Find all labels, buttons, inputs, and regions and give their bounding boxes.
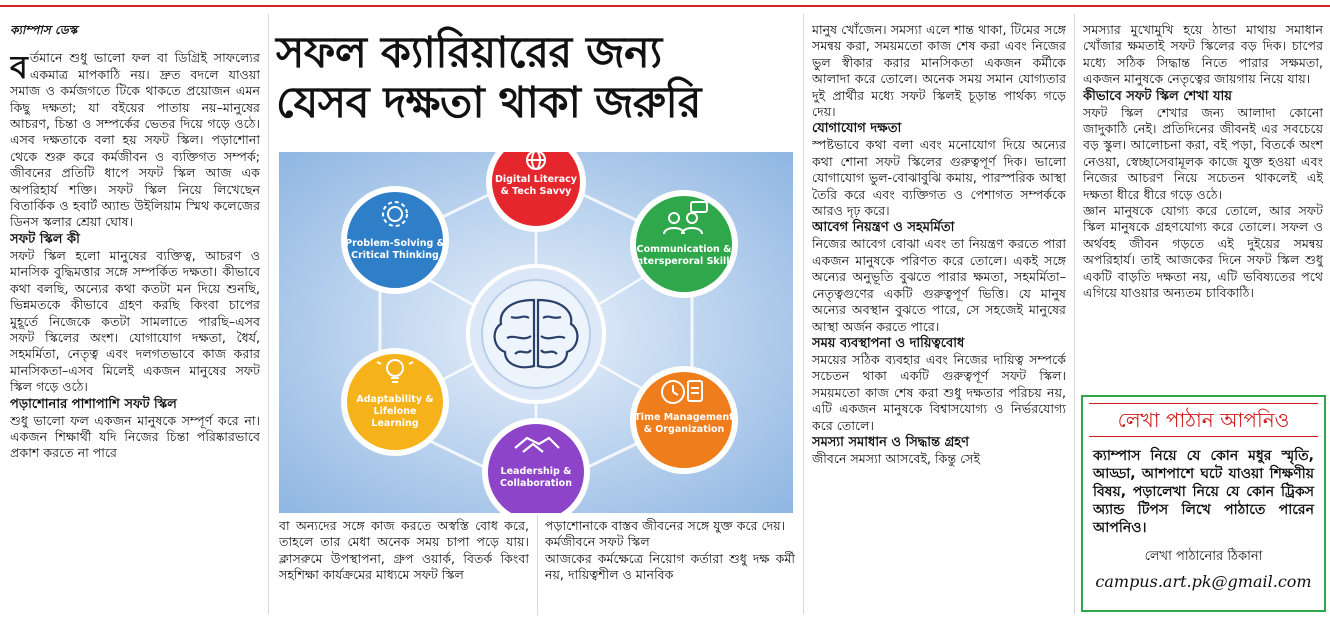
column-4 xyxy=(1083,22,1323,392)
svg-text:Leadership &: Leadership & xyxy=(500,466,572,477)
drop-cap: ব xyxy=(10,48,28,87)
svg-text:& Tech Savvy: & Tech Savvy xyxy=(500,186,572,197)
bottom-column-2 xyxy=(545,518,795,614)
paragraph-how-to-learn: সফট স্কিল শেখার জন্য আলাদা কোনো জাদুকাঠি নেই। প্রতিদিনের জীবনই এর সবচেয়ে বড় স্কুল। আলোচনা করা, বই পড়া, বিতর্কে অংশ নেওয়া, স্বেচ্ছাসেবামূলক কাজে যুক্ত হওয়া এবং নিজের আচরণ নিয়ে সচেতন থাকলেই এই দক্ষতা ধীরে ধীরে গড়ে ওঠে। xyxy=(1083,104,1323,202)
column-divider xyxy=(1074,14,1075,614)
svg-text:Intersperoral Skills: Intersperoral Skills xyxy=(632,256,736,267)
svg-text:Adaptability &: Adaptability & xyxy=(356,394,434,405)
submission-text: ক্যাম্পাস নিয়ে যে কোন মধুর স্মৃতি, আড্ডা, আশপাশে ঘটে যাওয়া শিক্ষণীয় বিষয়, পড়ালেখা নিয়ে যে কোন ট্রিকস অ্যান্ড টিপস লিখে পাঠাতে পারেন আপনিও। xyxy=(1093,448,1314,536)
submission-email[interactable]: campus.art.pk@gmail.com xyxy=(1095,572,1312,591)
paragraph-continuation: বা অন্যদের সঙ্গে কাজ করতে অস্বস্তি বোধ করে, তাহলে তার মেধা অনেক সময় চাপা পড়ে যায়। ক্লাসরুমে উপস্থাপনা, গ্রুপ ওয়ার্ক, বিতর্ক কিংবা সহশিক্ষা কার্যক্রমের মাধ্যমে সফট স্কিল xyxy=(279,518,529,583)
paragraph-career-cont: মানুষ খোঁজেন। সমস্যা এলে শান্ত থাকা, টিমের সঙ্গে সমন্বয় করা, সময়মতো কাজ শেষ করা এবং নিজের ভুল স্বীকার করার মানসিকতা একজন কর্মীকে আলাদা করে তোলে। অনেক সময় সমান যোগ্যতার দুই প্রার্থীর মধ্যে সফট স্কিলই চূড়ান্ত পার্থক্য গড়ে দেয়। xyxy=(812,22,1066,120)
node-adaptability xyxy=(341,348,449,456)
paragraph-time: সময়ের সঠিক ব্যবহার এবং নিজের দায়িত্ব সম্পর্কে সচেতন থাকা একটি গুরুত্বপূর্ণ সফট স্কিল। সময়মতো কাজ শেষ করা শুধু দক্ষতার পরিচয় নয়, এটি একজন মানুষকে বিশ্বাসযোগ্য ও নির্ভরযোগ্য করে তোলে। xyxy=(812,351,1066,433)
paragraph-what-is: সফট স্কিল হলো মানুষের ব্যক্তিত্ব, আচরণ ও মানসিক বুদ্ধিমত্তার সঙ্গে সম্পর্কিত দক্ষতা। কীভাবে কথা বলছি, অন্যের কথা কতটা মন দিয়ে শুনছি, ভিন্নমতকে কীভাবে গ্রহণ করছি কিংবা চাপের মুহূর্তে নিজেকে কতটা সামলাতে পারছি–এসব সফট স্কিলের অংশ। যোগাযোগ দক্ষতা, ধৈর্য, সহমর্মিতা, নেতৃত্ব এবং দলগতভাবে কাজ করার মানসিকতা–এসব মিলেই একজন মানুষের সফট স্কিল গড়ে ওঠে। xyxy=(10,247,260,395)
svg-text:Communication &: Communication & xyxy=(636,244,732,255)
subhead-career: কর্মজীবনে সফট স্কিল xyxy=(545,534,650,550)
subhead-communication: যোগাযোগ দক্ষতা xyxy=(812,121,902,137)
submission-address-label: লেখা পাঠানোর ঠিকানা xyxy=(1144,549,1263,564)
paragraph-alongside-study: শুধু ভালো ফল একজন মানুষকে সম্পূর্ণ করে না। একজন শিক্ষার্থী যদি নিজের চিন্তা পরিষ্কারভাবে প্রকাশ করতে না পারে xyxy=(10,412,260,461)
subhead-alongside-study: পড়াশোনার পাশাপাশি সফট স্কিল xyxy=(10,396,177,412)
node-time-management xyxy=(630,366,738,474)
subhead-what-is-soft-skill: সফট স্কিল কী xyxy=(10,231,80,247)
headline-line-2: যেসব দক্ষতা থাকা জরুরি xyxy=(276,78,701,128)
svg-text:Collaboration: Collaboration xyxy=(500,478,572,489)
bottom-column-1 xyxy=(279,518,529,614)
subhead-problem-solving: সমস্যা সমাধান ও সিদ্ধান্ত গ্রহণ xyxy=(812,434,969,450)
column-divider xyxy=(537,515,538,615)
paragraph-study-link: পড়াশোনাকে বাস্তব জীবনের সঙ্গে যুক্ত করে দেয়। xyxy=(545,518,786,533)
subhead-emotion: আবেগ নিয়ন্ত্রণ ও সহমর্মিতা xyxy=(812,220,955,236)
svg-text:Problem-Solving &: Problem-Solving & xyxy=(345,238,445,249)
column-divider xyxy=(803,14,804,614)
intro-paragraph: বর্তমানে শুধু ভালো ফল বা ডিগ্রিই সাফল্যের একমাত্র মাপকাঠি নয়। দ্রুত বদলে যাওয়া সমাজ ও কর্মজগতে টিকে থাকতে প্রয়োজন এমন কিছু দক্ষতা; যা বইয়ের পাতায় নয়–মানুষের আচরণ, চিন্তা ও সম্পর্কের ভেতর দিয়ে গড়ে ওঠে। এসব দক্ষতাকে বলা হয় সফট স্কিল। পড়াশোনা থেকে শুরু করে কর্মজীবন ও ব্যক্তিগত সম্পর্ক; জীবনের প্রতিটি ধাপে সফট স্কিল আজ এক অপরিহার্য শক্তি। সফট স্কিল নিয়ে লিখেছেন বিতার্কিক ও হবার্ট অ্যান্ড উইলিয়াম স্মিথ কলেজের ডিনস স্কলার শ্রেয়া ঘোষ। xyxy=(10,48,260,230)
node-problem-solving xyxy=(341,186,449,294)
paragraph-conclusion: জ্ঞান মানুষকে যোগ্য করে তোলে, আর সফট স্কিল মানুষকে গ্রহণযোগ্য করে তোলে। সফল ও অর্থবহ জীবন গড়তে এই দুইয়ের সমন্বয় অপরিহার্য। তাই আজকের দিনে সফট স্কিল শুধু একটি বাড়তি দক্ষতা নয়, এটি ভবিষ্যতের পথে এগিয়ে যাওয়ার অন্যতম চাবিকাঠি। xyxy=(1083,203,1323,301)
column-1 xyxy=(10,22,260,612)
soft-skills-infographic xyxy=(279,152,793,513)
node-communication xyxy=(630,190,738,298)
submission-title: লেখা পাঠান আপনিও xyxy=(1089,403,1318,437)
svg-text:Lifelone: Lifelone xyxy=(373,406,417,417)
column-divider xyxy=(268,14,269,614)
paragraph-problem-solving: জীবনে সমস্যা আসবেই, কিন্তু সেই xyxy=(812,450,981,466)
svg-text:Time Management: Time Management xyxy=(634,412,734,423)
headline xyxy=(276,28,796,128)
svg-text:Learning: Learning xyxy=(371,418,419,429)
paragraph-emotion: নিজের আবেগ বোঝা এবং তা নিয়ন্ত্রণ করতে পারা একজন মানুষকে পরিণত করে তোলে। একই সঙ্গে অন্যের অনুভূতি বুঝতে পারার ক্ষমতা, সহমর্মিতা–নেতৃত্বগুণের একটি গুরুত্বপূর্ণ ভিত্তি। যে মানুষ অন্যের অবস্থান বুঝতে পারে, সে সহজেই মানুষের আস্থা অর্জন করতে পারে। xyxy=(812,236,1066,334)
section-kicker: ক্যাম্পাস ডেস্ক xyxy=(10,23,78,37)
svg-text:Digital Literacy: Digital Literacy xyxy=(495,174,577,185)
paragraph-career: আজকের কর্মক্ষেত্রে নিয়োগ কর্তারা শুধু দক্ষ কর্মী নয়, দায়িত্বশীল ও মানবিক xyxy=(545,550,795,583)
headline-line-1: সফল ক্যারিয়ারের জন্য xyxy=(276,28,662,78)
column-3 xyxy=(812,22,1066,612)
paragraph-problem-cont: সমস্যার মুখোমুখি হয়ে ঠান্ডা মাথায় সমাধান খোঁজার ক্ষমতাই সফট স্কিলের বড় দিক। চাপের মধ্যে সঠিক সিদ্ধান্ত নিতে পারার সক্ষমতা, একজন মানুষকে নেতৃত্বের জায়গায় নিয়ে যায়। xyxy=(1083,22,1323,87)
subhead-time: সময় ব্যবস্থাপনা ও দায়িত্ববোধ xyxy=(812,335,965,351)
svg-text:Critical Thinking: Critical Thinking xyxy=(351,250,439,261)
top-rule xyxy=(0,5,1330,7)
submission-box xyxy=(1081,395,1326,612)
svg-text:& Organization: & Organization xyxy=(643,424,725,435)
infographic-svg xyxy=(279,152,793,513)
subhead-how-to-learn: কীভাবে সফট স্কিল শেখা যায় xyxy=(1083,88,1232,104)
paragraph-communication: স্পষ্টভাবে কথা বলা এবং মনোযোগ দিয়ে অন্যের কথা শোনা সফট স্কিলের গুরুত্বপূর্ণ দিক। ভালো যোগাযোগ ভুল-বোঝাবুঝি কমায়, পারস্পরিক আস্থা তৈরি করে এবং ব্যক্তিগত ও পেশাগত সম্পর্ককে আরও দৃঢ় করে। xyxy=(812,137,1066,219)
